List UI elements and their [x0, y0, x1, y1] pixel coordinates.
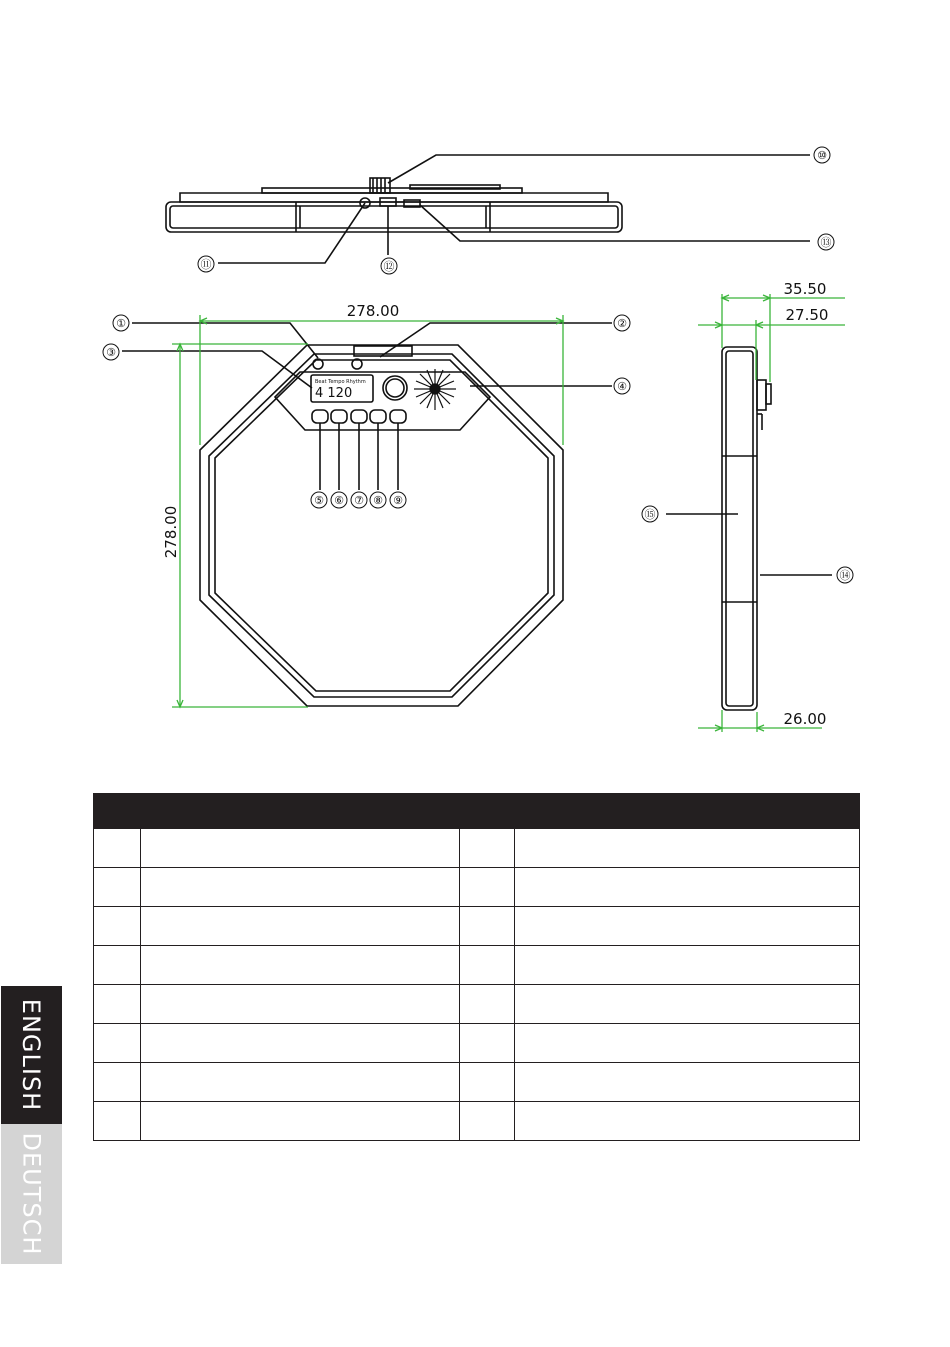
callout-10: ⑩ — [817, 149, 827, 162]
part-description-cell — [515, 1063, 860, 1102]
front-dimensions — [172, 315, 563, 707]
language-tab-deutsch[interactable] — [1, 1124, 62, 1264]
part-description-cell — [515, 907, 860, 946]
callout-9: ⑨ — [393, 494, 403, 507]
table-row — [94, 907, 860, 946]
table-row — [94, 1102, 860, 1141]
side-bottom-depth-dimension: 26.00 — [783, 710, 827, 728]
language-tab-english[interactable] — [1, 986, 62, 1124]
part-number-cell — [460, 946, 515, 985]
part-number-cell — [460, 1102, 515, 1141]
part-description-cell — [141, 1102, 460, 1141]
table-row — [94, 1024, 860, 1063]
part-number-cell — [460, 868, 515, 907]
front-width-dimension: 278.00 — [346, 302, 400, 320]
side-view — [666, 347, 832, 710]
part-description-cell — [515, 1102, 860, 1141]
callout-13: ⑬ — [820, 236, 832, 249]
lcd-header: Beat Tempo Rhythm — [315, 379, 366, 385]
callout-15: ⑮ — [644, 508, 656, 521]
part-number-cell — [94, 946, 141, 985]
part-number-cell — [94, 907, 141, 946]
table-row — [94, 1063, 860, 1102]
part-description-cell — [515, 1024, 860, 1063]
parts-table-header-bar — [94, 794, 860, 829]
front-height-dimension: 278.00 — [162, 505, 180, 559]
callout-6: ⑥ — [334, 494, 344, 507]
top-view — [166, 155, 810, 263]
side-total-depth-dimension: 35.50 — [783, 280, 827, 298]
part-number-cell — [460, 829, 515, 868]
callout-1: ① — [116, 317, 126, 330]
part-description-cell — [141, 1024, 460, 1063]
callout-7: ⑦ — [354, 494, 364, 507]
callout-14: ⑭ — [839, 569, 851, 582]
part-number-cell — [460, 985, 515, 1024]
part-number-cell — [94, 1102, 141, 1141]
lcd-value: 4 120 — [315, 386, 353, 401]
part-number-cell — [94, 1024, 141, 1063]
speaker-grille — [414, 369, 456, 410]
language-tab-english-label: ENGLISH — [17, 998, 46, 1112]
part-number-cell — [94, 829, 141, 868]
table-row — [94, 868, 860, 907]
part-description-cell — [141, 985, 460, 1024]
side-body-depth-dimension: 27.50 — [785, 306, 829, 324]
part-description-cell — [141, 1063, 460, 1102]
callout-12: ⑫ — [383, 260, 395, 273]
callout-3: ③ — [106, 346, 116, 359]
front-view — [122, 323, 612, 706]
part-description-cell — [515, 985, 860, 1024]
part-number-cell — [94, 868, 141, 907]
part-number-cell — [460, 1024, 515, 1063]
part-number-cell — [94, 985, 141, 1024]
language-tab-deutsch-label: DEUTSCH — [17, 1132, 46, 1256]
callout-4: ④ — [617, 380, 627, 393]
callout-5: ⑤ — [314, 494, 324, 507]
part-number-cell — [94, 1063, 141, 1102]
table-row — [94, 985, 860, 1024]
table-row — [94, 946, 860, 985]
part-number-cell — [460, 1063, 515, 1102]
side-dimensions — [698, 294, 845, 732]
table-row — [94, 829, 860, 868]
top-view-callouts — [198, 147, 834, 274]
parts-table — [93, 793, 860, 1141]
part-description-cell — [141, 946, 460, 985]
callout-11: ⑪ — [200, 258, 212, 271]
part-description-cell — [141, 868, 460, 907]
part-description-cell — [515, 868, 860, 907]
callout-2: ② — [617, 317, 627, 330]
part-description-cell — [515, 946, 860, 985]
part-description-cell — [141, 907, 460, 946]
callout-8: ⑧ — [373, 494, 383, 507]
side-callouts — [642, 506, 853, 583]
part-number-cell — [460, 907, 515, 946]
part-description-cell — [515, 829, 860, 868]
part-description-cell — [141, 829, 460, 868]
parts-table-header — [94, 794, 860, 829]
